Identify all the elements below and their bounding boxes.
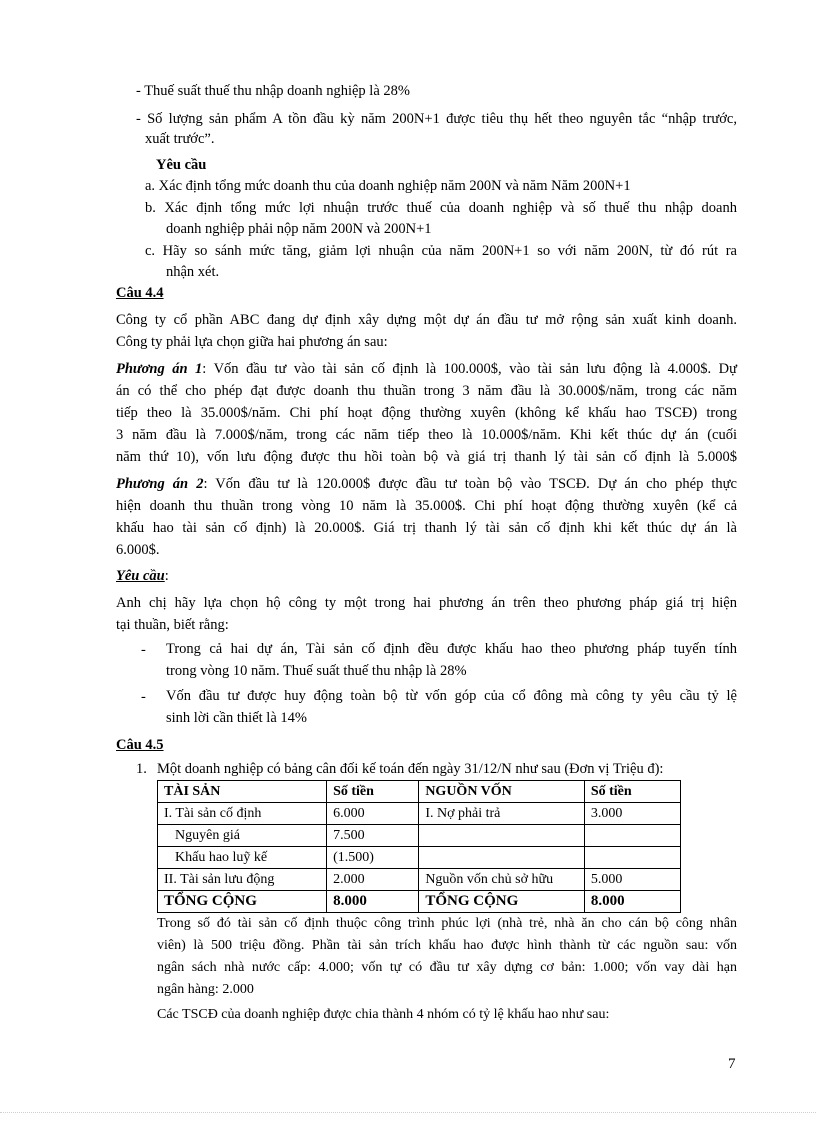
page-bottom-divider xyxy=(0,1112,816,1113)
table-cell: 8.000 xyxy=(584,891,680,913)
balance-sheet-table xyxy=(157,780,681,913)
option-label: Phương án 1 xyxy=(116,361,203,377)
list-item: c. Hãy so sánh mức tăng, giảm lợi nhuận của năm 200N+1 so với năm 200N, từ đó rút ra xyxy=(145,243,737,259)
list-item: b. Xác định tổng mức lợi nhuận trước thuế của doanh nghiệp và số thuế thu nhập doanh xyxy=(145,200,737,216)
text-line: hiện doanh thu thuần trong vòng 10 năm là 35.000$. Chi phí hoạt động thường xuyên (kể cả xyxy=(116,498,737,514)
text-line: ngân sách nhà nước cấp: 4.000; vốn tự có đầu tư xây dựng cơ bản: 1.000; vốn vay dài hạn xyxy=(157,960,737,975)
table-cell xyxy=(419,847,585,869)
table-cell: 3.000 xyxy=(584,803,680,825)
bullet-icon: - xyxy=(141,642,146,658)
text-line: Các TSCĐ của doanh nghiệp được chia thành 4 nhóm có tỷ lệ khấu hao như sau: xyxy=(157,1007,610,1022)
text-span: : Vốn đầu tư là 120.000$ được đầu tư toàn bộ vào TSCĐ. Dự án cho phép thực xyxy=(203,476,737,492)
table-header-row xyxy=(158,781,681,803)
table-cell: Nguyên giá xyxy=(158,825,327,847)
table-cell: II. Tài sản lưu động xyxy=(158,869,327,891)
table-cell: I. Tài sản cố định xyxy=(158,803,327,825)
text-line: Trong số đó tài sản cố định thuộc công trình phúc lợi (nhà trẻ, nhà ăn cho cán bộ công nhân xyxy=(157,916,737,931)
text-line: - Số lượng sản phẩm A tồn đầu kỳ năm 200N+1 được tiêu thụ hết theo nguyên tắc “nhập trước, xyxy=(136,111,737,127)
table-cell: 5.000 xyxy=(584,869,680,891)
text-line: tiếp theo là 35.000$/năm. Chi phí hoạt động thường xuyên (không kể khấu hao TSCĐ) trong xyxy=(116,405,737,421)
text-line xyxy=(116,474,737,494)
text-line xyxy=(116,359,737,379)
table-cell: 7.500 xyxy=(327,825,419,847)
table-row xyxy=(158,825,681,847)
table-cell: TỔNG CỘNG xyxy=(419,891,585,913)
text-line: viên) là 500 triệu đồng. Phần tài sản trích khấu hao được hình thành từ các nguồn sau: vốn xyxy=(157,938,737,953)
text-line: 3 năm đầu là 7.000$/năm, trong các năm tiếp theo là 10.000$/năm. Khi kết thúc dự án (cuối xyxy=(116,427,737,443)
text-line: - Thuế suất thuế thu nhập doanh nghiệp là 28% xyxy=(136,83,410,99)
table-cell xyxy=(419,825,585,847)
text-line: 6.000$. xyxy=(116,542,160,558)
list-item: a. Xác định tổng mức doanh thu của doanh nghiệp năm 200N và năm Năm 200N+1 xyxy=(145,178,631,194)
question-heading: Câu 4.5 xyxy=(116,737,164,753)
question-heading: Câu 4.4 xyxy=(116,285,164,301)
list-item: Trong cả hai dự án, Tài sản cố định đều được khấu hao theo phương pháp tuyến tính xyxy=(166,641,737,657)
table-cell xyxy=(584,825,680,847)
text-span: : Vốn đầu tư vào tài sản cố định là 100.000$, vào tài sản lưu động là 4.000$. Dự xyxy=(202,361,737,377)
text-line: nhận xét. xyxy=(166,264,220,280)
text-line: xuất trước”. xyxy=(145,131,215,147)
bullet-icon: - xyxy=(141,689,146,705)
text-line: Công ty phải lựa chọn giữa hai phương án sau: xyxy=(116,334,388,350)
text-line: Một doanh nghiệp có bảng cân đối kế toán đến ngày 31/12/N như sau (Đơn vị Triệu đ): xyxy=(157,761,664,777)
page-number: 7 xyxy=(728,1056,736,1072)
table-cell: 2.000 xyxy=(327,869,419,891)
table-row xyxy=(158,869,681,891)
table-row xyxy=(158,803,681,825)
requirement-heading xyxy=(116,566,169,586)
table-header-cell: Số tiền xyxy=(584,781,680,803)
section-heading: Yêu cầu xyxy=(156,157,207,173)
text-line: Anh chị hãy lựa chọn hộ công ty một trong hai phương án trên theo phương pháp giá trị hiện xyxy=(116,595,737,611)
colon: : xyxy=(164,568,169,584)
table-cell: TỔNG CỘNG xyxy=(158,891,327,913)
table-cell: Khấu hao luỹ kế xyxy=(158,847,327,869)
table-cell: Nguồn vốn chủ sở hữu xyxy=(419,869,585,891)
table-header-cell: Số tiền xyxy=(327,781,419,803)
table-header-cell: NGUỒN VỐN xyxy=(419,781,585,803)
list-number: 1. xyxy=(136,761,147,777)
text-line: doanh nghiệp phải nộp năm 200N và 200N+1 xyxy=(166,221,432,237)
text-line: khấu hao tài sản cố định) là 20.000$. Giá trị thanh lý tài sản cố định khi kết thúc dự án là xyxy=(116,520,737,536)
table-row xyxy=(158,847,681,869)
table-total-row xyxy=(158,891,681,913)
text-line: Công ty cổ phần ABC đang dự định xây dựng một dự án đầu tư mở rộng sản xuất kinh doanh. xyxy=(116,312,737,328)
table-cell: (1.500) xyxy=(327,847,419,869)
requirement-label: Yêu cầu xyxy=(116,568,165,584)
table-cell: 6.000 xyxy=(327,803,419,825)
text-line: trong vòng 10 năm. Thuế suất thuế thu nhập là 28% xyxy=(166,663,467,679)
text-line: sinh lời cần thiết là 14% xyxy=(166,710,307,726)
list-item: Vốn đầu tư được huy động toàn bộ từ vốn góp của cổ đông mà công ty yêu cầu tỷ lệ xyxy=(166,688,737,704)
text-line: ngân hàng: 2.000 xyxy=(157,982,254,997)
table-cell xyxy=(584,847,680,869)
option-label: Phương án 2 xyxy=(116,476,204,492)
text-line: án có thể cho phép đạt được doanh thu thuần trong 3 năm đầu là 30.000$/năm, trong các năm xyxy=(116,383,737,399)
table-header-cell: TÀI SẢN xyxy=(158,781,327,803)
text-line: tại thuần, biết rằng: xyxy=(116,617,229,633)
table-cell: I. Nợ phải trả xyxy=(419,803,585,825)
text-line: năm thứ 10), vốn lưu động được thu hồi toàn bộ và giá trị thanh lý tài sản cố định là 5.000$ xyxy=(116,449,737,465)
table-cell: 8.000 xyxy=(327,891,419,913)
